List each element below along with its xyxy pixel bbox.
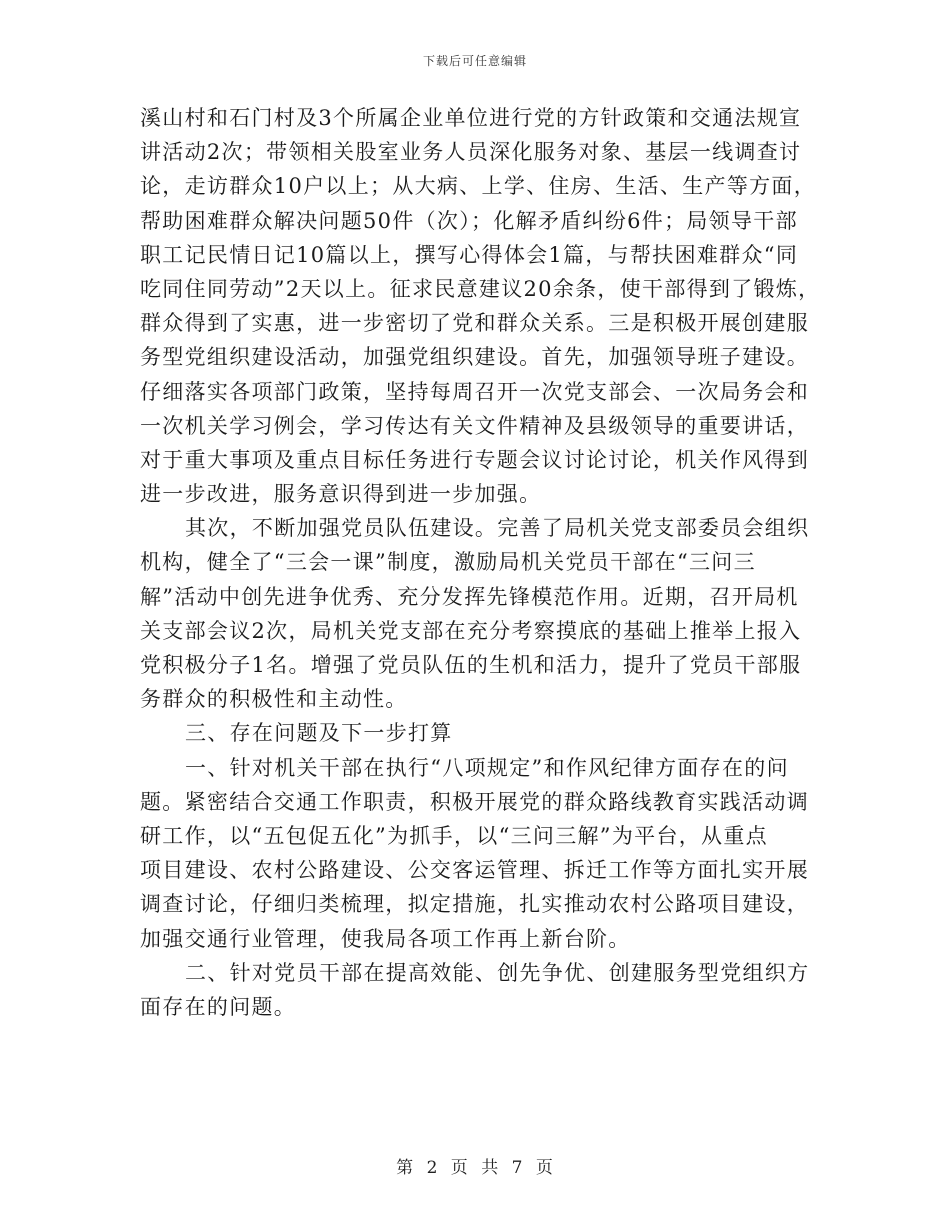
page-number: 第 2 页 共 7 页 xyxy=(396,1158,554,1178)
text-line: 对于重大事项及重点目标任务进行专题会议讨论讨论，机关作风得到 xyxy=(140,447,809,472)
text-line: 讲活动2次；带领相关股室业务人员深化服务对象、基层一线调查讨 xyxy=(140,140,802,165)
text-line: 解”活动中创先进争优秀、充分发挥先锋模范作用。近期，召开局机 xyxy=(140,584,799,609)
text-line: 关支部会议2次，局机关党支部在充分考察摸底的基础上推举上报入 xyxy=(140,618,802,643)
page-header: 下载后可任意编辑 xyxy=(422,54,527,68)
text-line: 加强交通行业管理，使我局各项工作再上新台阶。 xyxy=(140,926,631,951)
text-line: 吃同住同劳动”2天以上。征求民意建议20余条，使干部得到了锻炼， xyxy=(140,276,821,301)
text-line: 一次机关学习例会，学习传达有关文件精神及县级领导的重要讲话， xyxy=(140,413,809,438)
text-line: 务型党组织建设活动，加强党组织建设。首先，加强领导班子建设。 xyxy=(140,345,809,370)
text-line: 论，走访群众10户以上；从大病、上学、住房、生活、生产等方面， xyxy=(140,174,817,199)
text-line: 题。紧密结合交通工作职责，积极开展党的群众路线教育实践活动调 xyxy=(140,789,809,814)
text-line: 群众得到了实惠，进一步密切了党和群众关系。三是积极开展创建服 xyxy=(140,311,809,336)
text-line: 溪山村和石门村及3个所属企业单位进行党的方针政策和交通法规宣 xyxy=(140,106,802,130)
text-line: 务群众的积极性和主动性。 xyxy=(140,687,408,712)
text-line: 研工作，以“五包促五化”为抓手，以“三问三解”为平台，从重点 xyxy=(140,823,768,848)
text-line: 一、针对机关干部在执行“八项规定”和作风纪律方面存在的问 xyxy=(185,755,789,780)
text-line: 进一步改进，服务意识得到进一步加强。 xyxy=(140,482,542,507)
text-line: 二、针对党员干部在提高效能、创先争优、创建服务型党组织方 xyxy=(185,960,810,985)
text-line: 项目建设、农村公路建设、公交客运管理、拆迁工作等方面扎实开展 xyxy=(140,858,809,883)
text-line: 面存在的问题。 xyxy=(140,994,297,1019)
text-line: 党积极分子1名。增强了党员队伍的生机和活力，提升了党员干部服 xyxy=(140,653,802,677)
text-line: 机构，健全了“三会一课”制度，激励局机关党员干部在“三问三 xyxy=(140,550,756,575)
text-line: 其次，不断加强党员队伍建设。完善了局机关党支部委员会组织 xyxy=(185,516,810,541)
text-line: 调查讨论，仔细归类梳理，拟定措施，扎实推动农村公路项目建设， xyxy=(140,892,809,917)
text-line: 帮助困难群众解决问题50件（次）；化解矛盾纠纷6件；局领导干部 xyxy=(140,208,798,233)
text-line: 仔细落实各项部门政策，坚持每周召开一次党支部会、一次局务会和 xyxy=(140,379,809,404)
document-body xyxy=(140,101,821,1024)
text-line: 三、存在问题及下一步打算 xyxy=(185,721,453,746)
text-line: 职工记民情日记10篇以上，撰写心得体会1篇，与帮扶困难群众“同 xyxy=(140,242,799,267)
